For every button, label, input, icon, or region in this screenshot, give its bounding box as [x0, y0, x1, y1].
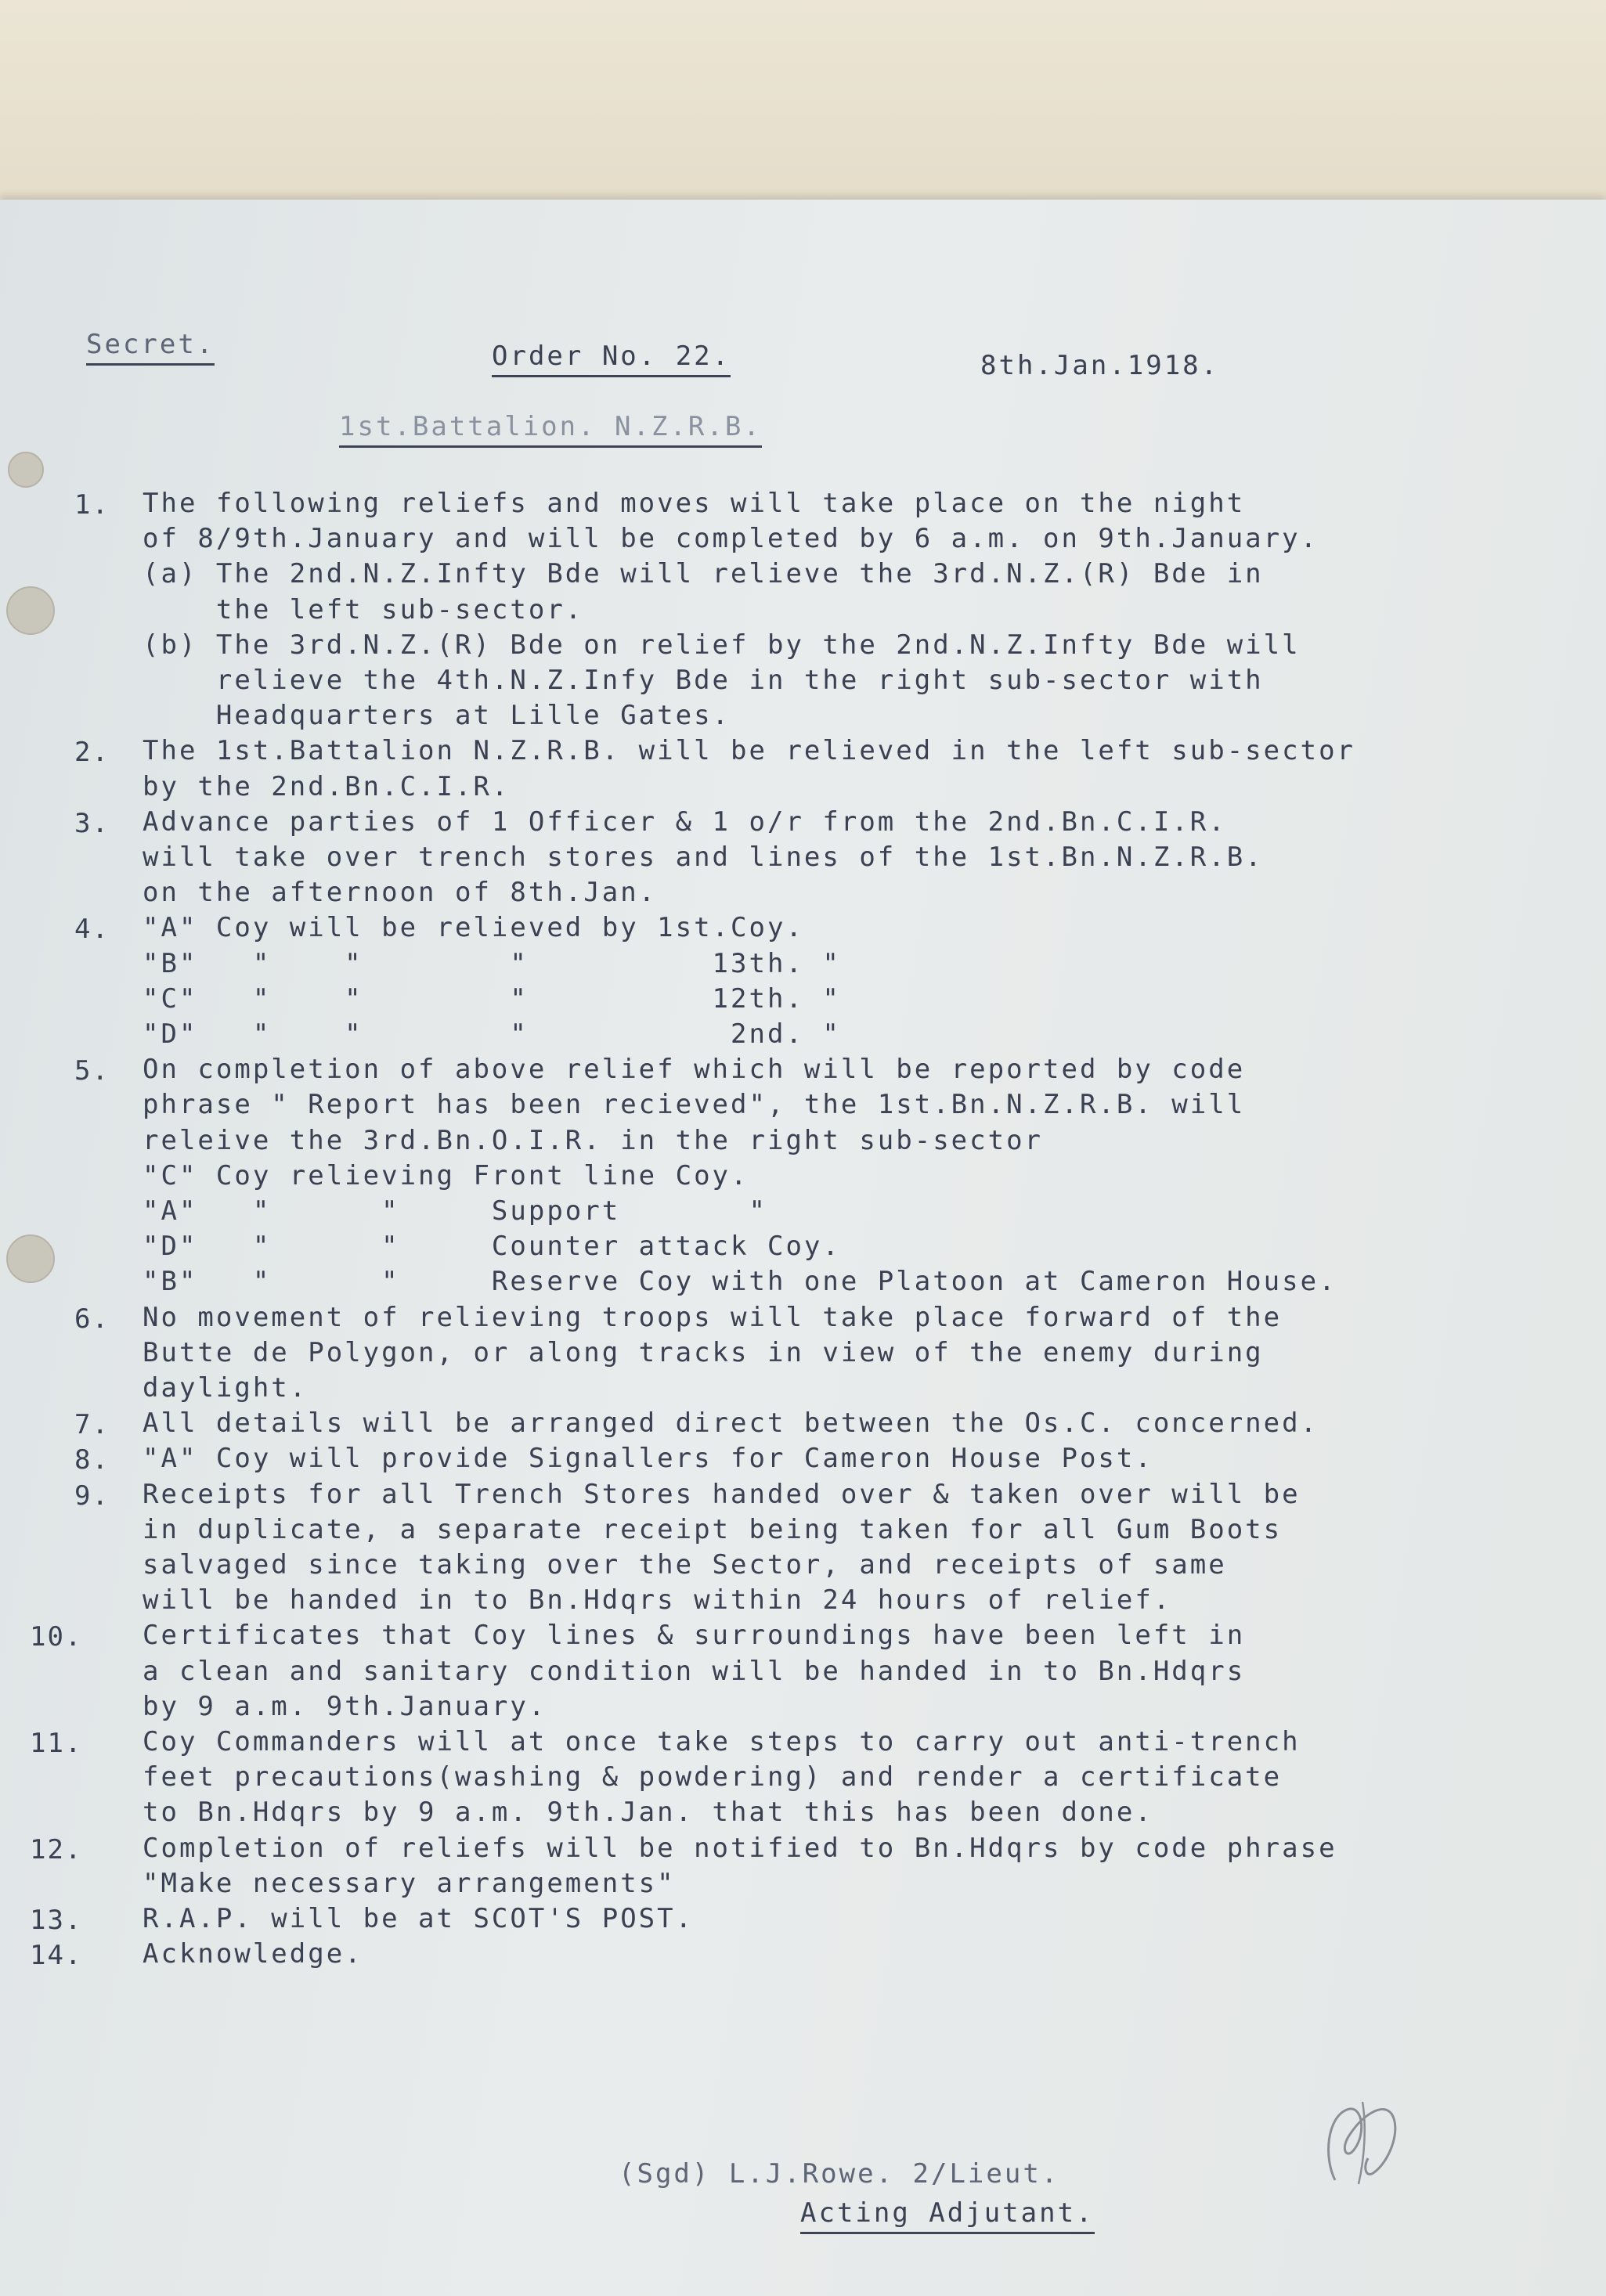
paragraph-line: Completion of reliefs will be notified to Bn.Hdqrs by code phrase [143, 1832, 1337, 1864]
paragraph-line: "D" " " Counter attack Coy. [143, 1231, 841, 1263]
paragraph-line: will take over trench stores and lines of the 1st.Bn.N.Z.R.B. [143, 842, 1264, 873]
paragraph-line: "A" Coy will be relieved by 1st.Coy. [143, 912, 804, 944]
punch-hole [6, 1235, 55, 1283]
paragraph-line: in duplicate, a separate receipt being taken for all Gum Boots [143, 1513, 1283, 1545]
paragraph-number: 3. [74, 807, 110, 839]
paragraph-line: relieve the 4th.N.Z.Infy Bde in the right sub-sector with [143, 665, 1264, 696]
paragraph-number: 2. [74, 737, 110, 769]
order-number: Order No. 22. [492, 339, 731, 377]
paragraph-line: the left sub-sector. [143, 593, 584, 625]
paragraph-line: on the afternoon of 8th.Jan. [143, 877, 658, 909]
paragraph-number: 13. [30, 1905, 83, 1936]
paragraph-line: by 9 a.m. 9th.January. [143, 1690, 547, 1722]
paragraph-line: All details will be arranged direct between the Os.C. concerned. [143, 1408, 1319, 1440]
paragraph-line: "A" Coy will provide Signallers for Cameron House Post. [143, 1443, 1153, 1475]
punch-hole [6, 586, 55, 635]
paragraph-line: Coy Commanders will at once take steps to carry out anti-trench [143, 1726, 1301, 1757]
paragraph-line: Acknowledge. [143, 1938, 363, 1970]
paragraph-line: will be handed in to Bn.Hdqrs within 24 hours of relief. [143, 1584, 1172, 1617]
unit-title: 1st.Battalion. N.Z.R.B. [339, 409, 762, 448]
paragraph-line: On completion of above relief which will be reported by code [143, 1054, 1246, 1086]
paragraph-number: 1. [74, 489, 110, 521]
paragraph-line: "C" Coy relieving Front line Coy. [143, 1159, 749, 1191]
paragraph-number: 8. [74, 1444, 110, 1476]
paragraph-line: salvaged since taking over the Sector, and receipts of same [143, 1549, 1227, 1581]
paragraph-line: by the 2nd.Bn.C.I.R. [143, 770, 511, 802]
paragraph-line: a clean and sanitary condition will be handed in to Bn.Hdqrs [143, 1655, 1246, 1687]
paragraph-line: Headquarters at Lille Gates. [143, 700, 731, 732]
paragraph-line: "D" " " " 2nd. " [143, 1018, 841, 1050]
paragraph-line: of 8/9th.January and will be completed by 6 a.m. on 9th.January. [143, 523, 1319, 555]
paragraph-number: 5. [74, 1055, 110, 1087]
secret-label: Secret. [86, 327, 215, 366]
paragraph-number: 9. [74, 1480, 110, 1512]
paragraph-number: 14. [30, 1940, 83, 1972]
signature-name: (Sgd) L.J.Rowe. 2/Lieut. [619, 2158, 1060, 2190]
paragraph-line: (b) The 3rd.N.Z.(R) Bde on relief by the 2nd.N.Z.Infty Bde will [143, 629, 1301, 661]
paragraph-line: releive the 3rd.Bn.O.I.R. in the right sub-sector [143, 1124, 1044, 1156]
paragraph-line: No movement of relieving troops will take place forward of the [143, 1301, 1283, 1333]
paragraph-line: Advance parties of 1 Officer & 1 o/r from the 2nd.Bn.C.I.R. [143, 806, 1227, 838]
punch-hole [8, 452, 44, 488]
paragraph-line: to Bn.Hdqrs by 9 a.m. 9th.Jan. that this has been done. [143, 1797, 1153, 1829]
paragraph-number: 10. [30, 1621, 83, 1653]
paragraph-line: "B" " " " 13th. " [143, 947, 841, 979]
paragraph-line: The 1st.Battalion N.Z.R.B. will be relieved in the left sub-sector [143, 735, 1356, 767]
order-date: 8th.Jan.1918. [980, 350, 1220, 381]
paragraph-number: 11. [30, 1728, 83, 1759]
paragraph-line: (a) The 2nd.N.Z.Infty Bde will relieve the 3rd.N.Z.(R) Bde in [143, 558, 1264, 590]
document-page [0, 200, 1606, 2296]
paragraph-line: Certificates that Coy lines & surroundings have been left in [143, 1620, 1246, 1652]
paragraph-line: "Make necessary arrangements" [143, 1867, 676, 1899]
paragraph-number: 6. [74, 1303, 110, 1335]
paragraph-line: "B" " " Reserve Coy with one Platoon at Cameron House. [143, 1266, 1337, 1298]
paragraph-line: Receipts for all Trench Stores handed over & taken over will be [143, 1478, 1301, 1510]
paragraph-line: The following reliefs and moves will take place on the night [143, 488, 1246, 519]
paragraph-line: R.A.P. will be at SCOT'S POST. [143, 1903, 695, 1934]
paragraph-number: 12. [30, 1833, 83, 1865]
paragraph-line: "A" " " Support " [143, 1195, 767, 1227]
paragraph-line: feet precautions(washing & powdering) and render a certificate [143, 1761, 1283, 1793]
paragraph-line: "C" " " " 12th. " [143, 982, 841, 1015]
initials-signature-mark [1319, 2086, 1406, 2188]
paragraph-line: daylight. [143, 1372, 309, 1404]
paragraph-number: 4. [74, 914, 110, 946]
signature-title: Acting Adjutant. [800, 2196, 1095, 2234]
paragraph-line: Butte de Polygon, or along tracks in view of the enemy during [143, 1336, 1264, 1368]
paragraph-line: phrase " Report has been recieved", the 1st.Bn.N.Z.R.B. will [143, 1089, 1246, 1121]
paragraph-number: 7. [74, 1409, 110, 1441]
